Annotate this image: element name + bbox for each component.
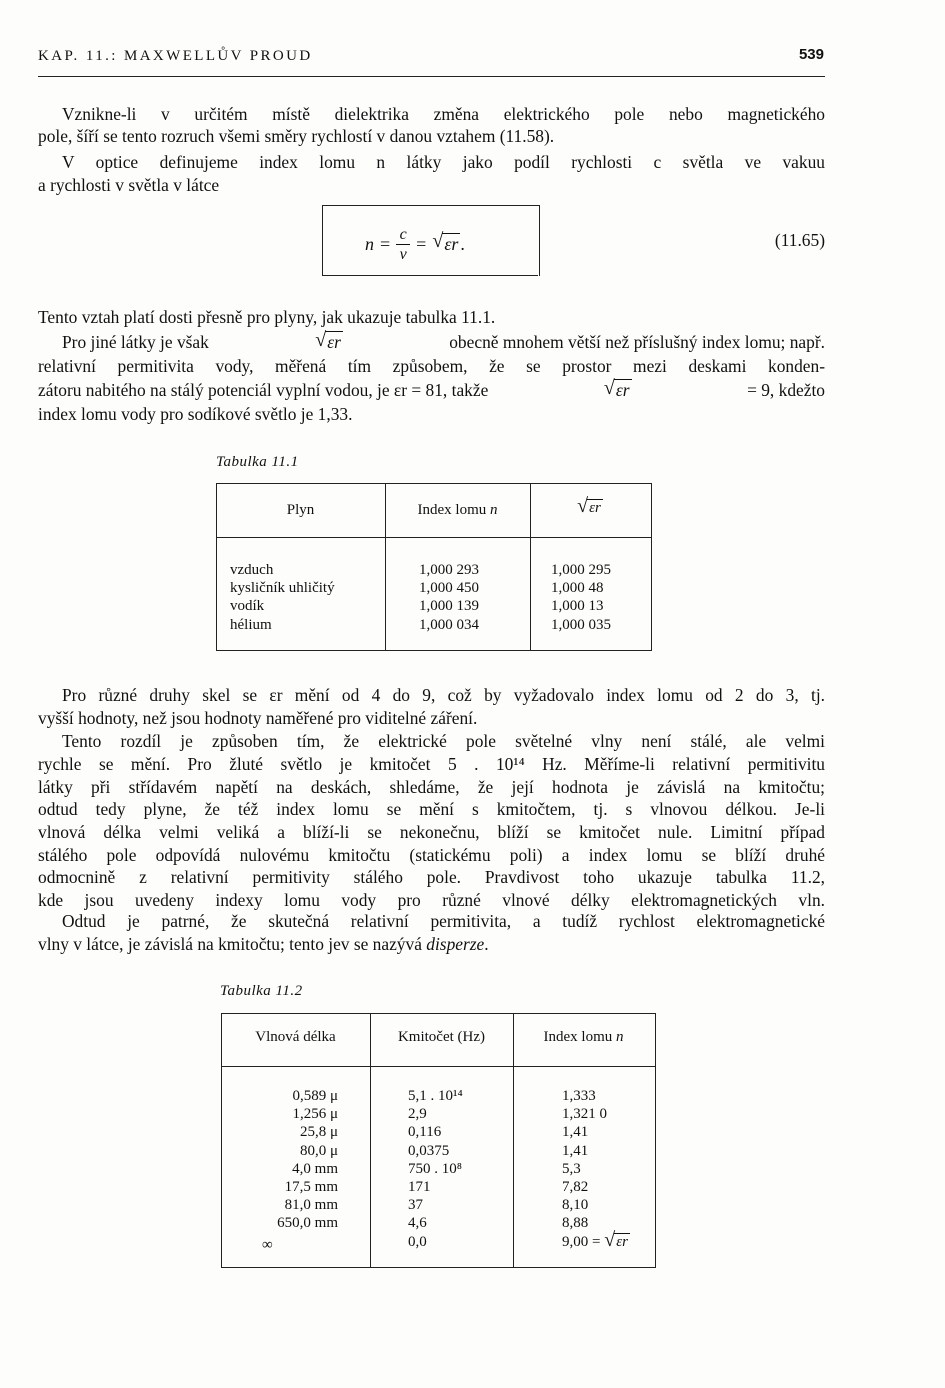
- table2-header-wavelength: Vlnová délka: [255, 1029, 336, 1045]
- table-row: hélium: [230, 616, 272, 633]
- table-row: 1,333: [562, 1088, 596, 1104]
- page-number: 539: [798, 46, 824, 63]
- fraction-numerator: c: [399, 225, 407, 243]
- table-row: 0,116: [408, 1124, 442, 1141]
- para1-line2: pole, šíří se tento rozruch všemi směry rychlostí v danou vztahem (11.58).: [38, 126, 555, 146]
- para2-line2: a rychlosti v světla v látce: [38, 175, 220, 195]
- para4-line4: index lomu vody pro sodíkové světlo je 1,33.: [38, 404, 353, 424]
- sqrt-epsilon-2-radicand: εr: [615, 380, 630, 400]
- table-row: 37: [408, 1197, 423, 1214]
- radicand: εr: [444, 233, 459, 254]
- table1-col-gas: [230, 561, 380, 634]
- table-row: 1,000 139: [419, 598, 479, 615]
- table2-caption: Tabulka 11.2: [220, 983, 303, 999]
- equation-lhs: n: [365, 233, 374, 254]
- table1-col-index: [419, 561, 519, 634]
- para6-line6: stálého pole odpovídá nulovému kmitočtu (statickému poli) a index lomu se blíží druhé: [38, 845, 825, 865]
- radical-sign: √: [577, 495, 589, 517]
- table-row: 0,0: [408, 1233, 427, 1250]
- emphasis-disperze: disperze: [426, 934, 485, 954]
- para2-line1: V optice definujeme index lomu n látky jako podíl rychlosti c světla ve vakuu: [62, 152, 825, 172]
- table1-caption: Tabulka 11.1: [216, 454, 299, 470]
- radical-sign: √: [603, 377, 615, 399]
- table-row: 171: [408, 1179, 431, 1196]
- table2-col-index: [562, 1087, 652, 1251]
- table-row: 17,5 mm: [284, 1179, 338, 1196]
- table2-header-index: Index lomu n: [543, 1029, 624, 1045]
- para4-line2: relativní permitivita vody, měřená tím způsobem, že se prostor mezi deskami konden-: [38, 356, 825, 376]
- table-row: [562, 1228, 652, 1251]
- table-row: 0,589 μ: [292, 1088, 338, 1104]
- sqrt-epsilon-3-radicand: εr: [616, 1233, 628, 1250]
- radical-sign: √: [315, 329, 327, 351]
- para6-line8: kde jsou uvedeny indexy lomu vody pro různé vlnové délky elektromagnetických vln.: [38, 890, 825, 910]
- para4-line1: [62, 329, 825, 352]
- table-row: 1,000 13: [551, 598, 604, 615]
- fraction-denominator: v: [399, 245, 407, 263]
- table2-col-frequency: [408, 1087, 508, 1251]
- table-row: 1,321 0: [562, 1106, 607, 1123]
- table2-col-divider-2: [513, 1013, 514, 1267]
- table-row: 5,3: [562, 1160, 581, 1177]
- table-row: kysličník uhličitý: [230, 580, 335, 597]
- para3-line1: Tento vztah platí dosti přesně pro plyny, jak ukazuje tabulka 11.1.: [38, 307, 496, 327]
- table2-header-rule: [221, 1066, 655, 1067]
- equation-box-bottom: [322, 275, 538, 276]
- table-row: 4,6: [408, 1215, 427, 1232]
- equation-period: .: [460, 233, 465, 254]
- table-row: 650,0 mm: [277, 1215, 338, 1232]
- table1-header-index: Index lomu n: [417, 502, 498, 518]
- table1-header-rule: [216, 537, 651, 538]
- table-row: 5,1 . 10¹⁴: [408, 1088, 463, 1104]
- equation: [365, 220, 465, 268]
- header-rule: [38, 76, 825, 77]
- sqrt-epsilon-3: [604, 1228, 630, 1251]
- table-row: 1,000 034: [419, 616, 479, 633]
- sqrt-epsilon-2: [603, 377, 632, 400]
- para4-line3-end: = 9, kdežto: [747, 380, 825, 400]
- running-header: KAP. 11.: MAXWELLŮV PROUD: [38, 48, 313, 64]
- para1-line1: Vznikne-li v určitém místě dielektrika změna elektrického pole nebo magnetického: [62, 104, 825, 124]
- radical-sign: √: [432, 229, 444, 252]
- para7-line2-text: vlny v látce, je závislá na kmitočtu; tento jev se nazývá: [38, 934, 422, 954]
- para6-line2: rychle se mění. Pro žluté světlo je kmitočet 5 . 10¹⁴ Hz. Měříme-li relativní permitivitu: [38, 754, 825, 774]
- table-row: 7,82: [562, 1179, 589, 1196]
- para7-line2-period: .: [484, 934, 489, 954]
- table2-infinity: ∞: [262, 1237, 273, 1253]
- sqrt-expression: [432, 229, 460, 255]
- table-row: 750 . 10⁸: [408, 1160, 462, 1177]
- para7-line2: [38, 935, 825, 954]
- para6-line5: vlnová délka velmi veliká a blíží-li se nekonečnu, blíží se kmitočet nule. Limitní případ: [38, 822, 825, 842]
- para5-line1: Pro různé druhy skel se εr mění od 4 do 9, což by vyžadovalo index lomu od 2 do 3, tj.: [62, 685, 825, 705]
- table-row: 8,88: [562, 1215, 589, 1232]
- sqrt-epsilon: [315, 329, 343, 352]
- para4-line1-end: obecně mnohem větší než příslušný index lomu; např.: [449, 332, 825, 352]
- table-row: 1,000 48: [551, 580, 604, 597]
- table-row: 1,000 295: [551, 562, 611, 578]
- table2-col-divider-1: [370, 1013, 371, 1267]
- table-row: 81,0 mm: [284, 1197, 338, 1214]
- para4-line1-start: Pro jiné látky je však: [62, 332, 209, 352]
- table-row: 25,8 μ: [299, 1124, 338, 1141]
- table1-header-sqrt-eps: [530, 495, 650, 517]
- para6-line7: odmocnině z relativní permitivity stálého pole. Pravdivost toho ukazuje tabulka 11.2,: [38, 867, 825, 887]
- table1-header-plyn: Plyn: [286, 502, 315, 518]
- equation-number: (11.65): [774, 230, 825, 250]
- table-row: 2,9: [408, 1106, 427, 1123]
- table-row: 80,0 μ: [299, 1142, 338, 1159]
- table-row: 1,41: [562, 1124, 589, 1141]
- para6-line3: látky při střídavém napětí na deskách, shledáme, že její hodnota je závislá na kmitočtu;: [38, 777, 825, 797]
- sqrt-epsilon-radicand: εr: [327, 332, 341, 352]
- table-row: 4,0 mm: [292, 1160, 338, 1177]
- table-row: vzduch: [230, 562, 274, 578]
- table-row: 1,000 293: [419, 562, 479, 578]
- table-row: 1,000 035: [551, 616, 611, 633]
- radical-sign: √: [604, 1228, 616, 1251]
- para6-line4: odtud tedy plyne, že též index lomu se mění s kmitočtem, tj. s vlnovou délkou. Je-li: [38, 799, 825, 819]
- table-row: 1,41: [562, 1142, 589, 1159]
- table-row: 1,000 450: [419, 580, 479, 597]
- table-row: 0,0375: [408, 1142, 450, 1159]
- table1-col-sqrt: [551, 561, 646, 634]
- table2-col-wavelength: [226, 1087, 338, 1233]
- para4-line3-start: zátoru nabitého na stálý potenciál vyplní vodou, je εr = 81, takže: [38, 380, 489, 400]
- para7-line1: Odtud je patrné, že skutečná relativní permitivita, a tudíž rychlost elektromagnetické: [62, 911, 825, 931]
- table2-header-frequency: Kmitočet (Hz): [397, 1029, 486, 1045]
- table1-header-radicand: εr: [589, 500, 601, 516]
- table-row: 1,256 μ: [292, 1106, 338, 1123]
- table-row: vodík: [230, 598, 265, 615]
- equals-sign-2: =: [416, 233, 427, 254]
- fraction: [396, 225, 410, 264]
- table-row: 8,10: [562, 1197, 589, 1214]
- last-index-value: 9,00 =: [562, 1233, 601, 1250]
- para6-line1: Tento rozdíl je způsoben tím, že elektrické pole světelné vlny není stálé, ale velmi: [62, 731, 825, 751]
- equals-sign: =: [380, 233, 391, 254]
- para4-line3: [38, 377, 825, 400]
- para5-line2: vyšší hodnoty, než jsou hodnoty naměřené pro viditelné záření.: [38, 708, 478, 728]
